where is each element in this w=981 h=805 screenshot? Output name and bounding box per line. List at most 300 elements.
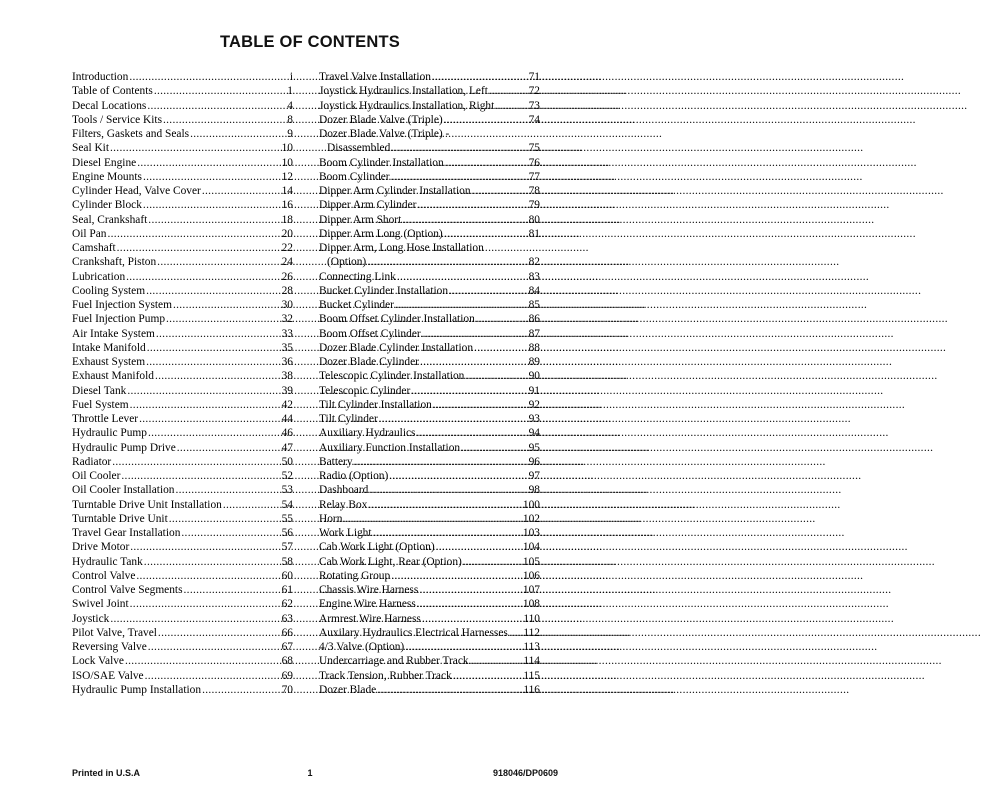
toc-dot-leader — [155, 369, 281, 383]
toc-entry-page: 114 — [523, 655, 540, 668]
toc-entry-title: Tilt Cylinder — [319, 413, 378, 425]
toc-entry-page: 4 — [287, 99, 293, 112]
toc-entry-title: Travel Gear Installation — [72, 527, 181, 539]
toc-entry-title: Chassis Wire Harness — [319, 584, 419, 596]
toc-dot-leader — [144, 555, 281, 569]
toc-entry — [319, 612, 540, 626]
toc-entry — [319, 654, 540, 668]
toc-entry — [72, 70, 293, 84]
toc-entry-page: 38 — [281, 370, 293, 383]
toc-entry-title: Throttle Lever — [72, 413, 139, 425]
toc-entry-page: 110 — [523, 612, 540, 625]
toc-entry-title: Air Intake System — [72, 327, 155, 340]
toc-entry-title: Dozer Blade Cylinder Installation — [319, 341, 474, 354]
toc-entry-title: Seal Kit — [72, 142, 110, 155]
toc-entry-title: Cylinder Head, Valve Cover — [72, 185, 201, 197]
toc-entry-title: Cab Work Light, Rear (Option) — [319, 555, 462, 568]
toc-entry — [319, 284, 540, 298]
toc-dot-leader — [139, 412, 281, 426]
toc-entry-title: Filters, Gaskets and Seals — [72, 128, 190, 140]
toc-entry-page: 54 — [281, 498, 293, 511]
toc-entry-title: Seal, Crankshaft — [72, 213, 148, 226]
toc-entry-page: 30 — [281, 299, 293, 311]
toc-entry — [72, 498, 293, 512]
toc-entry-page: 9 — [287, 128, 293, 140]
toc-dot-leader — [121, 469, 280, 483]
toc-entry-page: 50 — [281, 455, 293, 468]
toc-dot-leader — [166, 312, 281, 326]
toc-entry-page: 58 — [281, 555, 293, 568]
toc-dot-leader — [354, 455, 528, 469]
toc-entry — [72, 198, 293, 212]
toc-entry-title: Radiator — [72, 455, 112, 468]
toc-entry-page: 96 — [528, 455, 540, 468]
toc-dot-leader — [158, 626, 281, 640]
toc-dot-leader — [137, 156, 280, 170]
toc-entry-page: 71 — [528, 71, 540, 83]
toc-entry-page: 80 — [528, 213, 540, 226]
toc-dot-leader — [369, 483, 527, 497]
toc-entry-title: Auxiliary Function Installation — [319, 441, 461, 454]
toc-entry-page: 66 — [281, 626, 293, 639]
toc-entry — [319, 455, 540, 469]
toc-entry-page: 10 — [281, 156, 293, 169]
toc-entry — [72, 640, 293, 654]
toc-entry — [72, 683, 293, 697]
toc-entry-page: 113 — [523, 641, 540, 653]
toc-entry-title: Rotating Group — [319, 569, 391, 582]
toc-dot-leader — [433, 398, 528, 412]
toc-entry-title: Boom Cylinder Installation — [319, 156, 444, 169]
toc-entry-title: Armrest Wire Harness — [319, 612, 421, 625]
toc-entry-page: 16 — [281, 199, 293, 212]
toc-entry-page: 24 — [281, 256, 293, 269]
toc-entry-page: 112 — [523, 626, 540, 639]
toc-entry: Dozer Blade Valve (Triple) - — [319, 128, 450, 140]
toc-entry — [319, 227, 540, 241]
toc-entry-title: Lock Valve — [72, 655, 124, 668]
toc-dot-leader — [436, 540, 522, 554]
toc-entry-title: Tools / Service Kits — [72, 113, 163, 126]
toc-entry-page: 18 — [281, 213, 293, 226]
toc-dot-leader — [422, 327, 528, 341]
footer-printed-in: Printed in U.S.A — [72, 768, 141, 778]
toc-entry-page: 20 — [281, 227, 293, 240]
toc-entry — [319, 512, 540, 526]
toc-entry-page: 103 — [522, 527, 540, 539]
toc-entry-title: Auxiliary Hydraulics — [319, 427, 416, 440]
toc-entry — [72, 270, 293, 284]
toc-entry-title: Fuel System — [72, 398, 129, 411]
toc-entry-title: Dipper Arm Cylinder Installation — [319, 185, 471, 197]
toc-entry-page: 97 — [528, 470, 540, 482]
toc-entry — [72, 569, 293, 583]
toc-dot-leader — [470, 654, 523, 668]
toc-entry-page: 108 — [522, 598, 540, 611]
toc-entry — [72, 241, 293, 255]
toc-entry — [319, 355, 540, 369]
toc-entry — [72, 626, 293, 640]
toc-entry — [319, 369, 540, 383]
toc-entry-title: Drive Motor — [72, 541, 130, 554]
toc-entry-page: 69 — [281, 669, 293, 682]
toc-dot-leader — [143, 170, 281, 184]
toc-dot-leader — [136, 569, 280, 583]
toc-entry — [72, 654, 293, 668]
toc-entry-page: 78 — [528, 185, 540, 197]
toc-entry-title: Cab Work Light (Option) — [319, 541, 435, 554]
toc-dot-leader — [223, 498, 281, 512]
toc-entry — [72, 384, 293, 398]
toc-entry-title: Bucket Cylinder Installation — [319, 284, 449, 297]
toc-entry — [72, 170, 293, 184]
toc-entry-title: Intake Manifold — [72, 341, 146, 354]
toc-dot-leader — [444, 113, 528, 127]
toc-entry — [319, 640, 540, 654]
toc-dot-leader — [156, 327, 281, 341]
toc-dot-leader — [373, 526, 522, 540]
toc-entry-page: 42 — [281, 398, 293, 411]
toc-entry-page: 89 — [528, 356, 540, 368]
toc-entry-page: 26 — [281, 270, 293, 283]
toc-entry — [319, 626, 540, 640]
toc-entry-title: Hydraulic Pump Drive — [72, 441, 176, 454]
toc-entry-title: Joystick — [72, 612, 110, 625]
footer-page-number: 1 — [307, 768, 313, 778]
toc-entry-page: 76 — [528, 156, 540, 169]
toc-dot-leader — [432, 70, 528, 84]
toc-entry-page: 52 — [281, 470, 293, 482]
toc-entry — [319, 298, 540, 312]
toc-entry-title: 4/3 Valve (Option) — [319, 641, 405, 653]
toc-entry-title: Undercarriage and Rubber Track — [319, 655, 469, 668]
toc-entry-title: ISO/SAE Valve — [72, 669, 144, 682]
toc-entry-page: 82 — [528, 256, 540, 269]
toc-entry-page: 95 — [528, 441, 540, 454]
toc-dot-leader — [422, 612, 523, 626]
toc-entry: Dipper Arm, Long Hose Installation — [319, 242, 484, 254]
toc-dot-leader — [145, 669, 281, 683]
toc-entry-page: 70 — [281, 683, 293, 696]
toc-dot-leader — [444, 227, 528, 241]
toc-entry-page: 12 — [281, 170, 293, 183]
toc-dot-leader — [417, 198, 527, 212]
toc-entry-page: 39 — [281, 384, 293, 397]
toc-entry — [319, 669, 540, 683]
toc-entry — [72, 369, 293, 383]
toc-dot-leader — [176, 483, 281, 497]
toc-dot-leader — [343, 512, 521, 526]
toc-entry-page: 67 — [281, 641, 293, 653]
toc-entry-title: Travel Valve Installation — [319, 71, 431, 83]
toc-entry — [319, 141, 540, 155]
toc-entry — [72, 284, 293, 298]
toc-entry — [319, 540, 540, 554]
toc-entry — [319, 312, 540, 326]
toc-column-right — [319, 70, 540, 697]
toc-dot-leader — [377, 683, 522, 697]
toc-entry-title: Hydraulic Pump Installation — [72, 683, 202, 696]
toc-dot-leader — [130, 597, 281, 611]
toc-entry-page: 61 — [281, 584, 293, 596]
toc-entry — [72, 227, 293, 241]
toc-entry-page: 106 — [522, 569, 540, 582]
toc-entry-page: 56 — [281, 527, 293, 539]
toc-entry-title: Table of Contents — [72, 85, 153, 98]
toc-dot-leader — [367, 255, 527, 269]
toc-dot-leader — [129, 70, 289, 84]
toc-entry-page: 87 — [528, 327, 540, 340]
toc-entry-page: 62 — [281, 598, 293, 611]
toc-entry-page: 63 — [281, 612, 293, 625]
toc-entry — [319, 683, 540, 697]
toc-entry-page: 32 — [281, 313, 293, 326]
toc-entry — [72, 583, 293, 597]
toc-entry-title: Dashboard — [319, 484, 369, 497]
toc-entry — [319, 398, 540, 412]
toc-entry — [72, 341, 293, 355]
toc-entry — [319, 156, 540, 170]
toc-entry-page: 91 — [528, 384, 540, 397]
toc-entry-title: Boom Cylinder — [319, 170, 390, 183]
toc-dot-leader — [184, 583, 281, 597]
toc-entry-page: 35 — [281, 341, 293, 354]
toc-dot-leader — [395, 298, 528, 312]
toc-entry-title: Disassembled — [327, 142, 391, 155]
toc-dot-leader — [202, 683, 281, 697]
toc-dot-leader — [163, 113, 286, 127]
toc-entry-title: Hydraulic Pump — [72, 427, 147, 440]
toc-entry-title: Oil Cooler Installation — [72, 484, 175, 497]
toc-entry-title: Connecting Link — [319, 270, 396, 283]
toc-column-left — [72, 70, 293, 697]
toc-entry-title: Telescopic Cylinder — [319, 384, 411, 397]
toc-dot-leader — [402, 213, 527, 227]
toc-dot-leader — [405, 640, 522, 654]
toc-entry-title: Exhaust System — [72, 356, 146, 368]
toc-entry — [72, 312, 293, 326]
toc-entry — [72, 156, 293, 170]
toc-dot-leader — [420, 355, 528, 369]
toc-entry — [319, 84, 540, 98]
toc-entry-title: Joystick Hydraulics Installation, Right — [319, 99, 495, 112]
toc-dot-leader — [391, 170, 528, 184]
toc-entry — [319, 70, 540, 84]
toc-entry-page: 33 — [281, 327, 293, 340]
toc-entry-page: 22 — [281, 242, 293, 254]
toc-dot-leader — [202, 184, 281, 198]
toc-dot-leader — [389, 469, 527, 483]
toc-entry-title: Relay Box — [319, 498, 368, 511]
toc-entry-title: Decal Locations — [72, 99, 147, 112]
toc-entry — [72, 398, 293, 412]
toc-entry-page: 53 — [281, 484, 293, 497]
toc-entry-page: 75 — [528, 142, 540, 155]
toc-dot-leader — [495, 99, 527, 113]
toc-entry-title: Dozer Blade Cylinder — [319, 356, 419, 368]
toc-entry-title: Boom Offset Cylinder Installation — [319, 313, 475, 326]
toc-entry-title: Auxilary Hydraulics Electrical Harnesses — [319, 626, 508, 639]
toc-entry-title: Horn — [319, 512, 343, 525]
toc-dot-leader — [379, 412, 528, 426]
toc-dot-leader — [148, 213, 280, 227]
toc-entry-title: Lubrication — [72, 270, 126, 283]
toc-dot-leader — [117, 241, 281, 255]
toc-entry — [72, 426, 293, 440]
toc-entry — [72, 355, 293, 369]
toc-entry — [319, 327, 540, 341]
toc-entry-page: 14 — [281, 185, 293, 197]
toc-entry — [319, 555, 540, 569]
toc-entry-page: 57 — [281, 541, 293, 554]
toc-dot-leader — [391, 141, 527, 155]
toc-dot-leader — [472, 184, 528, 198]
toc-dot-leader — [509, 626, 523, 640]
toc-entry-title: Control Valve Segments — [72, 584, 183, 596]
toc-entry-title: Oil Pan — [72, 227, 107, 240]
toc-entry-title: Joystick Hydraulics Installation, Left — [319, 85, 488, 98]
toc-entry-page: 105 — [522, 555, 540, 568]
toc-dot-leader — [181, 526, 280, 540]
toc-dot-leader — [461, 441, 528, 455]
toc-entry-title: Fuel Injection System — [72, 299, 172, 311]
toc-entry-title: Boom Offset Cylinder — [319, 327, 421, 340]
toc-entry — [72, 540, 293, 554]
toc-entry — [72, 455, 293, 469]
toc-entry — [319, 441, 540, 455]
toc-entry-title: Swivel Joint — [72, 598, 129, 611]
toc-entry — [72, 612, 293, 626]
toc-entry — [319, 526, 540, 540]
toc-entry-page: 28 — [281, 284, 293, 297]
toc-dot-leader — [108, 227, 281, 241]
toc-entry-page: 47 — [281, 441, 293, 454]
toc-entry-page: 88 — [528, 341, 540, 354]
toc-entry-title: Diesel Engine — [72, 156, 137, 169]
toc-entry-page: 107 — [522, 584, 540, 596]
toc-entry-title: Track Tension, Rubber Track — [319, 669, 452, 682]
toc-entry — [72, 669, 293, 683]
toc-entry-page: 84 — [528, 284, 540, 297]
toc-entry — [319, 213, 540, 227]
toc-entry — [72, 255, 293, 269]
toc-entry-page: 81 — [528, 227, 540, 240]
toc-dot-leader — [416, 426, 527, 440]
toc-entry-page: 46 — [281, 427, 293, 440]
toc-dot-leader — [154, 84, 286, 98]
toc-entry-page: 10 — [281, 142, 293, 155]
toc-entry — [72, 526, 293, 540]
toc-dot-leader — [110, 141, 281, 155]
toc-entry-title: Turntable Drive Unit Installation — [72, 498, 222, 511]
toc-entry-title: Introduction — [72, 71, 129, 83]
toc-entry-title: Oil Cooler — [72, 470, 121, 482]
toc-entry-page: 8 — [287, 113, 293, 126]
toc-dot-leader — [474, 341, 528, 355]
toc-entry — [72, 412, 293, 426]
toc-entry-page: 68 — [281, 655, 293, 668]
toc-entry-page: 86 — [528, 313, 540, 326]
toc-entry-page: i — [289, 71, 293, 83]
toc-dot-leader — [463, 555, 522, 569]
toc-dot-leader — [445, 156, 528, 170]
toc-entry-title: Exhaust Manifold — [72, 370, 154, 383]
toc-entry-title: Telescopic Cylinder Installation — [319, 370, 465, 383]
toc-entry — [319, 341, 540, 355]
toc-entry-title: Reversing Valve — [72, 641, 147, 653]
toc-entry — [72, 141, 293, 155]
toc-entry-page: 93 — [528, 413, 540, 425]
toc-entry-title: Turntable Drive Unit — [72, 512, 168, 525]
toc-dot-leader — [143, 198, 281, 212]
toc-entry — [319, 170, 540, 184]
toc-entry-title: Crankshaft, Piston — [72, 256, 157, 269]
toc-dot-leader — [110, 612, 280, 626]
toc-entry-page: 72 — [528, 85, 540, 98]
toc-entry — [319, 569, 540, 583]
toc-entry — [72, 483, 293, 497]
toc-entry-title: Pilot Valve, Travel — [72, 626, 157, 639]
toc-dot-leader — [190, 127, 286, 141]
footer-document-code: 918046/DP0609 — [492, 768, 558, 778]
toc-dot-leader — [397, 270, 528, 284]
toc-dot-leader — [391, 569, 522, 583]
toc-entry-title: Cooling System — [72, 284, 146, 297]
toc-dot-leader — [127, 384, 280, 398]
toc-dot-leader — [489, 84, 528, 98]
toc-entry-page: 116 — [523, 683, 540, 696]
toc-dot-leader — [411, 384, 527, 398]
toc-entry-page: 60 — [281, 569, 293, 582]
toc-dot-leader — [130, 398, 281, 412]
toc-entry — [319, 384, 540, 398]
toc-entry-title: Work Light — [319, 527, 372, 539]
toc-entry-title: Dipper Arm Short — [319, 213, 402, 226]
toc-dot-leader — [147, 99, 286, 113]
toc-entry-title: Engine Mounts — [72, 170, 142, 183]
toc-entry — [72, 298, 293, 312]
toc-dot-leader — [417, 597, 522, 611]
toc-entry-page: 104 — [522, 541, 540, 554]
toc-dot-leader — [146, 284, 281, 298]
toc-entry-page: 90 — [528, 370, 540, 383]
toc-entry — [72, 555, 293, 569]
toc-entry — [319, 270, 540, 284]
toc-entry — [319, 99, 540, 113]
toc-entry-page: 98 — [528, 484, 540, 497]
toc-entry — [319, 412, 540, 426]
toc-dot-leader — [146, 355, 281, 369]
toc-entry-page: 44 — [281, 413, 293, 425]
toc-entry-title: Camshaft — [72, 242, 116, 254]
toc-entry-page: 74 — [528, 113, 540, 126]
toc-dot-leader — [465, 369, 527, 383]
toc-entry — [319, 498, 540, 512]
toc-dot-leader — [173, 298, 281, 312]
toc-entry-page: 83 — [528, 270, 540, 283]
toc-dot-leader — [368, 498, 522, 512]
toc-dot-leader — [125, 654, 281, 668]
toc-dot-leader — [147, 341, 281, 355]
toc-entry-page: 36 — [281, 356, 293, 368]
toc-dot-leader — [169, 512, 281, 526]
toc-entry — [319, 426, 540, 440]
toc-entry — [72, 327, 293, 341]
toc-dot-leader — [177, 441, 281, 455]
toc-entry-page: 102 — [522, 512, 540, 525]
toc-entry-title: Radio (Option) — [319, 470, 389, 482]
toc-entry — [72, 184, 293, 198]
